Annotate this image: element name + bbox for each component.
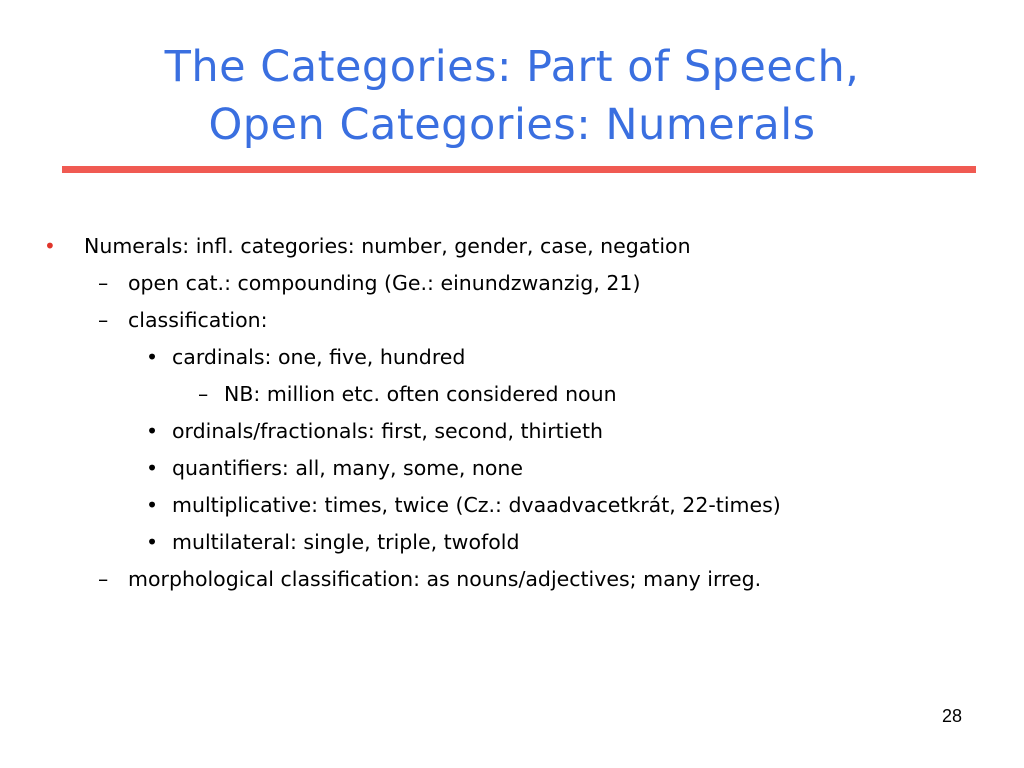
bullet-text: classification: — [128, 308, 268, 332]
bullet-text: ordinals/fractionals: first, second, thirtieth — [172, 419, 604, 443]
bullet-text: multilateral: single, triple, twofold — [172, 530, 520, 554]
bullet-marker: • — [146, 419, 159, 443]
page-number: 28 — [941, 706, 962, 726]
bullet-text: NB: million etc. often considered noun — [224, 382, 617, 406]
dash-marker: – — [98, 567, 109, 591]
bullet-text: quantifiers: all, many, some, none — [172, 456, 524, 480]
bullet-text: Numerals: infl. categories: number, gender, case, negation — [84, 234, 691, 258]
bullet-text: morphological classification: as nouns/adjectives; many irreg. — [128, 567, 762, 591]
bullet-marker: • — [44, 234, 56, 258]
bullet-marker: • — [146, 345, 159, 369]
bullet-marker: • — [146, 530, 159, 554]
bullet-text: open cat.: compounding (Ge.: einundzwanzig, 21) — [128, 271, 641, 295]
title-line-2: Open Categories: Numerals — [208, 100, 816, 150]
bullet-marker: • — [146, 456, 159, 480]
title-line-1: The Categories: Part of Speech, — [164, 42, 860, 92]
bullet-marker: • — [146, 493, 159, 517]
bullet-text: multiplicative: times, twice (Cz.: dvaadvacetkrát, 22-times) — [172, 493, 781, 517]
slide-title — [40, 38, 984, 154]
dash-marker: – — [198, 382, 209, 406]
title-underline-rule — [62, 166, 976, 173]
dash-marker: – — [98, 308, 109, 332]
dash-marker: – — [98, 271, 109, 295]
bullet-text: cardinals: one, five, hundred — [172, 345, 466, 369]
